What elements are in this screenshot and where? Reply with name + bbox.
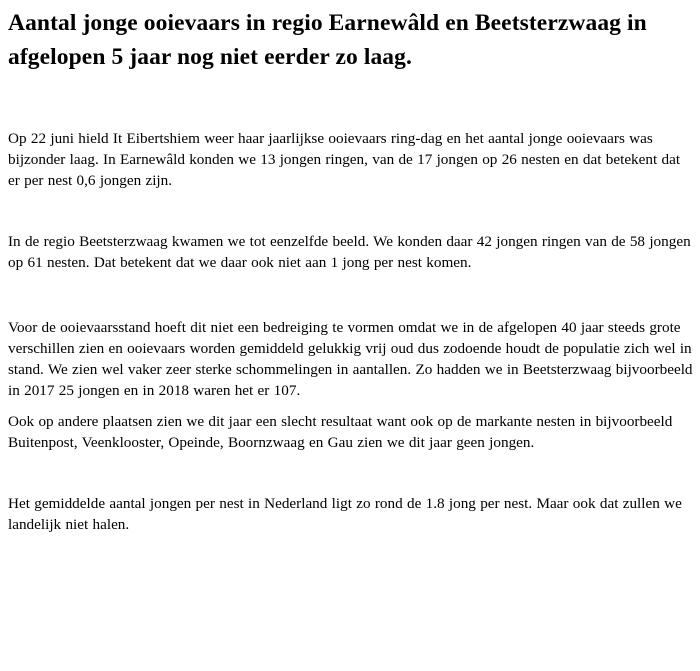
article-title: Aantal jonge ooievaars in regio Earnewâld en Beetsterzwaag in afgelopen 5 jaar nog niet eerder zo laag. xyxy=(8,10,647,70)
article xyxy=(8,6,696,535)
paragraph-beetsterzwaag: In de regio Beetsterzwaag kwamen we tot eenzelfde beeld. We konden daar 42 jongen ringen van de 58 jongen op 61 nesten. Dat betekent dat we daar ook niet aan 1 jong per nest komen. xyxy=(8,233,691,271)
paragraph-other-nests: Ook op andere plaatsen zien we dit jaar een slecht resultaat want ook op de markante nesten in bijvoorbeeld Buitenpost, Veenklooster, Opeinde, Boornzwaag en Gau zien we dit jaar geen jongen. xyxy=(8,413,673,451)
paragraph-population: Voor de ooievaarsstand hoeft dit niet een bedreiging te vormen omdat we in de afgelopen 40 jaar steeds grote verschillen zien en ooievaars worden gemiddeld gelukkig vrij oud dus zodoende houdt de populatie zich wel in stand. We zien wel vaker zeer sterke schommelingen in aantallen. Zo hadden we in Beetsterzwaag bijvoorbeeld in 2017 25 jongen en in 2018 waren het er 107. xyxy=(8,319,693,399)
paragraph-ring-day: Op 22 juni hield It Eibertshiem weer haar jaarlijkse ooievaars ring-dag en het aantal jonge ooievaars was bijzonder laag. In Earnewâld konden we 13 jongen ringen, van de 17 jongen op 26 nesten en dat betekent dat er per nest 0,6 jongen zijn. xyxy=(8,130,681,189)
paragraph-national-average: Het gemiddelde aantal jongen per nest in Nederland ligt zo rond de 1.8 jong per nest. Maar ook dat zullen we landelijk niet halen. xyxy=(8,495,682,533)
